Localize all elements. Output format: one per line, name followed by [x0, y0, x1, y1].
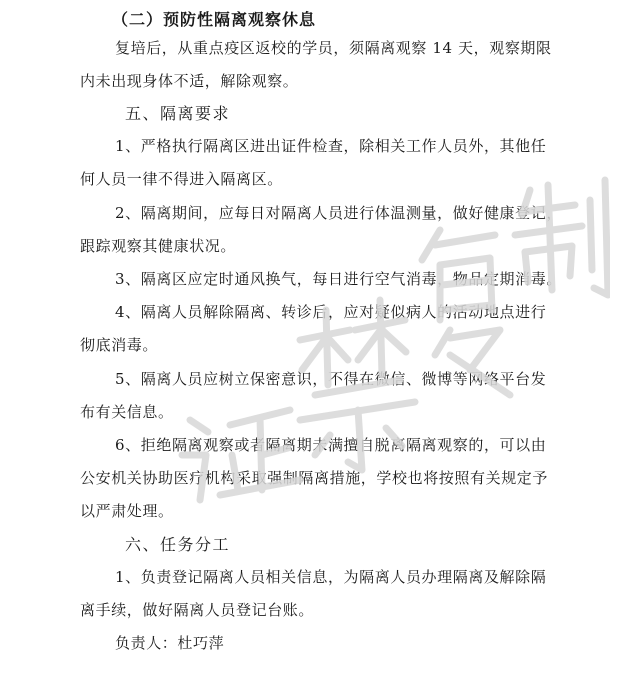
list-item-line: 4、隔离人员解除隔离、转诊后，应对疑似病人的活动地点进行 — [115, 303, 547, 321]
list-item-line: 3、隔离区应定时通风换气，每日进行空气消毒，物品定期消毒。 — [115, 270, 562, 288]
paragraph-line: 复培后，从重点疫区返校的学员，须隔离观察 14 天，观察期限 — [115, 39, 552, 57]
list-item-line: 跟踪观察其健康状况。 — [80, 237, 237, 255]
list-item-line: 彻底消毒。 — [80, 336, 159, 354]
list-item-line: 6、拒绝隔离观察或者隔离期未满擅自脱离隔离观察的，可以由 — [115, 436, 547, 454]
subsection-heading: （二）预防性隔离观察休息 — [112, 10, 317, 29]
responsible-person: 负责人：杜巧萍 — [115, 634, 225, 652]
list-item-line: 公安机关协助医疗机构采取强制隔离措施，学校也将按照有关规定予 — [80, 469, 549, 487]
list-item-line: 布有关信息。 — [80, 403, 174, 421]
list-item-line: 5、隔离人员应树立保密意识，不得在微信、微博等网络平台发 — [115, 370, 547, 388]
list-item-line: 离手续，做好隔离人员登记台账。 — [80, 601, 315, 619]
section-heading-6: 六、任务分工 — [125, 535, 231, 554]
list-item-line: 1、负责登记隔离人员相关信息，为隔离人员办理隔离及解除隔 — [115, 568, 547, 586]
list-item-line: 1、严格执行隔离区进出证件检查，除相关工作人员外，其他任 — [115, 137, 547, 155]
list-item-line: 以严肃处理。 — [80, 502, 174, 520]
paragraph-line: 内未出现身体不适，解除观察。 — [80, 72, 299, 90]
section-heading-5: 五、隔离要求 — [125, 104, 231, 123]
list-item-line: 何人员一律不得进入隔离区。 — [80, 170, 283, 188]
list-item-line: 2、隔离期间，应每日对隔离人员进行体温测量，做好健康登记， — [115, 204, 562, 222]
